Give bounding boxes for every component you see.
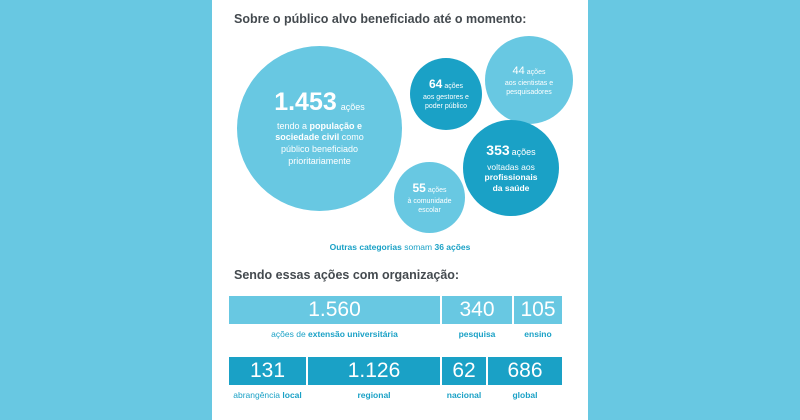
cientistas-line2: pesquisadores: [506, 89, 552, 96]
label-extensao: [229, 329, 440, 339]
cientistas-line1: aos cientistas e: [504, 80, 554, 88]
label-regional: regional: [357, 390, 391, 400]
others-bold2: 36 ações: [434, 242, 471, 252]
label-ensino: ensino: [524, 329, 552, 339]
bubble-gestores-unit: ações: [444, 83, 464, 91]
saude-line1: voltadas aos: [487, 161, 535, 172]
label-global: global: [512, 390, 538, 400]
left-side-band: [0, 0, 212, 420]
seg-nacional: 62: [442, 357, 486, 385]
pop-line2-bold: sociedade civil: [275, 132, 340, 143]
label-local-bold: local: [282, 390, 302, 400]
seg-global: 686: [488, 357, 562, 385]
label-extensao-bold: extensão universitária: [308, 329, 398, 339]
bubble-population-unit: ações: [340, 101, 365, 112]
label-nacional: nacional: [446, 390, 482, 400]
pop-line1-pre: tendo a: [276, 120, 310, 131]
bubble-saude-desc: [485, 162, 538, 194]
organization-bar: [229, 296, 562, 324]
bubble-saude-unit: ações: [511, 146, 536, 157]
others-summary: [212, 242, 588, 252]
right-side-band: [588, 0, 800, 420]
saude-line2-bold: profissionais: [484, 172, 538, 183]
others-bold1: Outras categorias: [329, 242, 402, 252]
others-mid: somam: [401, 242, 435, 252]
bubble-gestores-count: [429, 76, 463, 92]
bubble-cientistas-unit: ações: [526, 69, 546, 77]
bubble-gestores-desc: [423, 94, 469, 112]
label-extensao-pre: ações de: [271, 329, 309, 339]
bubble-population-number: 1.453: [274, 87, 337, 116]
bubble-cientistas-desc: [505, 80, 553, 98]
seg-extensao: 1.560: [229, 296, 440, 324]
bubble-cientistas-count: [513, 62, 546, 78]
bubble-cientistas: [485, 36, 573, 124]
heading-organization: Sendo essas ações com organização:: [234, 268, 460, 282]
bubble-population: [237, 46, 402, 211]
heading-public: Sobre o público alvo beneficiado até o momento:: [234, 12, 527, 26]
label-pesquisa: pesquisa: [458, 329, 496, 339]
gestores-line1: aos gestores e: [423, 94, 469, 102]
bubble-cientistas-number: 44: [512, 65, 525, 78]
label-local: [229, 390, 306, 400]
bubble-escolar-unit: ações: [427, 186, 447, 194]
escolar-line2: escolar: [418, 206, 441, 214]
pop-line4: prioritariamente: [288, 155, 351, 166]
seg-ensino: 105: [514, 296, 562, 324]
bubble-escolar-number: 55: [412, 180, 426, 195]
label-local-pre: abrangência: [233, 390, 283, 400]
bubble-population-count: [274, 87, 365, 116]
pop-line1-bold: população e: [309, 120, 363, 131]
saude-line3-bold: da saúde: [492, 182, 530, 193]
seg-pesquisa: 340: [442, 296, 512, 324]
pop-line2-post: como: [339, 132, 364, 143]
seg-local: 131: [229, 357, 306, 385]
bubble-escolar: [394, 162, 465, 233]
bubble-saude-count: [486, 143, 535, 159]
bubble-gestores-number: 64: [428, 77, 443, 92]
bubble-saude-number: 353: [486, 141, 510, 158]
pop-line3: público beneficiado: [280, 144, 359, 154]
scope-bar: [229, 357, 562, 385]
bubble-escolar-count: [412, 180, 446, 196]
seg-regional: 1.126: [308, 357, 440, 385]
bubble-saude: [463, 120, 559, 216]
bubble-escolar-desc: [408, 198, 452, 216]
escolar-line1: à comunidade: [407, 197, 452, 205]
bubble-gestores: [410, 58, 482, 130]
bubble-population-desc: [275, 121, 364, 168]
gestores-line2: poder público: [424, 103, 467, 110]
